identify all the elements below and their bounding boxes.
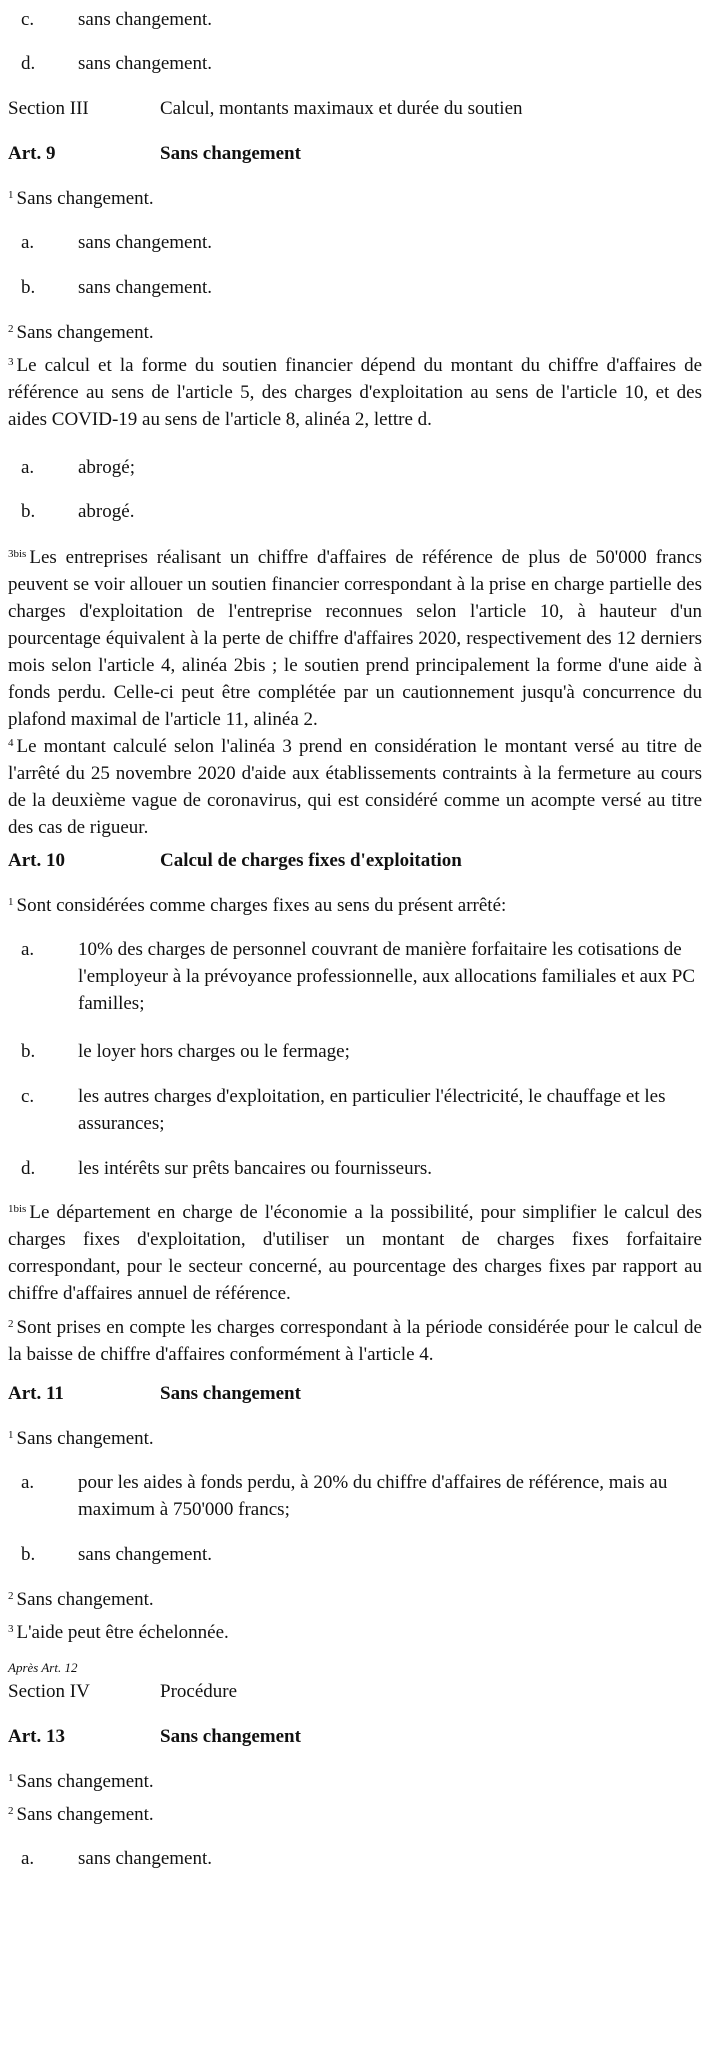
paragraph [8, 1314, 702, 1368]
article-number: Art. 9 [8, 143, 56, 164]
paragraph-text: Les entreprises réalisant un chiffre d'affaires de référence de plus de 50'000 francs peuvent se voir allouer un soutien financier correspondant à la prise en charge partielle des charges d'exploitation de l'entreprise reconnues selon l'article 10, à hauteur d'un pourcentage équivalent à la perte de chiffre d'affaires 2020, respectivement des 12 derniers mois selon l'article 4, alinéa 2bis ; le soutien prend principalement la forme d'une aide à fonds perdu. Celle-ci peut être complétée par un cautionnement jusqu'à concurrence du plafond maximal de l'article 11, alinéa 2. [8, 547, 702, 730]
section-number: Section IV [8, 1681, 90, 1702]
paragraph-number: 2 [8, 323, 14, 335]
paragraph-text: Sont prises en compte les charges correspondant à la période considérée pour le calcul de la baisse de chiffre d'affaires conformément à l'article 4. [8, 1317, 702, 1365]
paragraph [8, 733, 702, 841]
item-label: a. [21, 232, 35, 253]
paragraph [8, 1619, 702, 1646]
paragraph [8, 1801, 702, 1828]
item-label: d. [21, 1158, 36, 1179]
paragraph-number: 3 [8, 1623, 14, 1635]
item-text: pour les aides à fonds perdu, à 20% du chiffre d'affaires de référence, mais au maximum à 750'000 francs; [78, 1472, 668, 1520]
item-text: sans changement. [78, 53, 213, 74]
paragraph-text: Sans changement. [16, 322, 154, 343]
item-label: b. [21, 1041, 36, 1062]
paragraph-text: Sans changement. [16, 1804, 154, 1825]
editorial-note: Après Art. 12 [8, 1660, 78, 1675]
paragraph [8, 185, 702, 212]
item-text: sans changement. [78, 1544, 213, 1565]
item-text: sans changement. [78, 9, 213, 30]
paragraph [8, 1425, 702, 1452]
paragraph [8, 1768, 702, 1795]
paragraph-number: 1 [8, 1772, 14, 1784]
paragraph [8, 1199, 702, 1307]
section-number: Section III [8, 98, 89, 119]
paragraph-number: 1 [8, 896, 14, 908]
item-label: a. [21, 939, 35, 960]
paragraph-number: 3bis [8, 548, 27, 560]
item-label: c. [21, 9, 35, 30]
item-label: c. [21, 1086, 35, 1107]
paragraph-number: 1 [8, 1429, 14, 1441]
item-text: le loyer hors charges ou le fermage; [78, 1041, 350, 1062]
article-number: Art. 10 [8, 850, 65, 871]
item-text: les intérêts sur prêts bancaires ou fournisseurs. [78, 1158, 433, 1179]
article-title: Sans changement [160, 1383, 301, 1404]
section-title: Procédure [160, 1681, 238, 1702]
item-text: les autres charges d'exploitation, en particulier l'électricité, le chauffage et les assurances; [78, 1086, 666, 1134]
paragraph-text: Le montant calculé selon l'alinéa 3 prend en considération le montant versé au titre de l'arrêté du 25 novembre 2020 d'aide aux établissements contraints à la fermeture au cours de la deuxième vague de coronavirus, qui est considéré comme un acompte versé au titre des cas de rigueur. [8, 736, 702, 838]
item-label: a. [21, 1472, 35, 1493]
paragraph-text: Sont considérées comme charges fixes au sens du présent arrêté: [16, 895, 507, 916]
article-title: Calcul de charges fixes d'exploitation [160, 850, 462, 871]
paragraph [8, 1586, 702, 1613]
section-title: Calcul, montants maximaux et durée du soutien [160, 98, 523, 119]
paragraph-text: Sans changement. [16, 1771, 154, 1792]
paragraph-number: 2 [8, 1590, 14, 1602]
item-text: sans changement. [78, 1848, 213, 1869]
item-label: d. [21, 53, 36, 74]
paragraph [8, 544, 702, 733]
paragraph-text: Sans changement. [16, 188, 154, 209]
paragraph [8, 352, 702, 433]
item-label: a. [21, 457, 35, 478]
item-text: abrogé. [78, 501, 135, 522]
item-text: 10% des charges de personnel couvrant de manière forfaitaire les cotisations de l'employeur à la prévoyance professionnelle, aux allocations familiales et aux PC familles; [78, 939, 696, 1014]
paragraph-number: 3 [8, 356, 14, 368]
item-text: sans changement. [78, 232, 213, 253]
item-label: a. [21, 1848, 35, 1869]
paragraph-text: L'aide peut être échelonnée. [16, 1622, 229, 1643]
paragraph-text: Le département en charge de l'économie a la possibilité, pour simplifier le calcul des charges fixes d'exploitation, d'utiliser un montant de charges fixes forfaitaire correspondant, pour le secteur concerné, au pourcentage des charges fixes par rapport au chiffre d'affaires annuel de référence. [8, 1202, 702, 1304]
item-label: b. [21, 1544, 36, 1565]
paragraph-text: Le calcul et la forme du soutien financier dépend du montant du chiffre d'affaires de référence au sens de l'article 5, des charges d'exploitation au sens de l'article 10, et des aides COVID-19 au sens de l'article 8, alinéa 2, lettre d. [8, 355, 702, 430]
paragraph [8, 319, 702, 346]
paragraph-number: 2 [8, 1805, 14, 1817]
article-number: Art. 11 [8, 1383, 64, 1404]
paragraph-text: Sans changement. [16, 1428, 154, 1449]
paragraph-text: Sans changement. [16, 1589, 154, 1610]
item-text: sans changement. [78, 277, 213, 298]
paragraph-number: 2 [8, 1318, 14, 1330]
article-number: Art. 13 [8, 1726, 65, 1747]
article-title: Sans changement [160, 143, 301, 164]
item-label: b. [21, 501, 36, 522]
paragraph-number: 4 [8, 737, 14, 749]
item-label: b. [21, 277, 36, 298]
paragraph-number: 1bis [8, 1203, 27, 1215]
item-text: abrogé; [78, 457, 135, 478]
paragraph [8, 892, 702, 919]
article-title: Sans changement [160, 1726, 301, 1747]
paragraph-number: 1 [8, 189, 14, 201]
